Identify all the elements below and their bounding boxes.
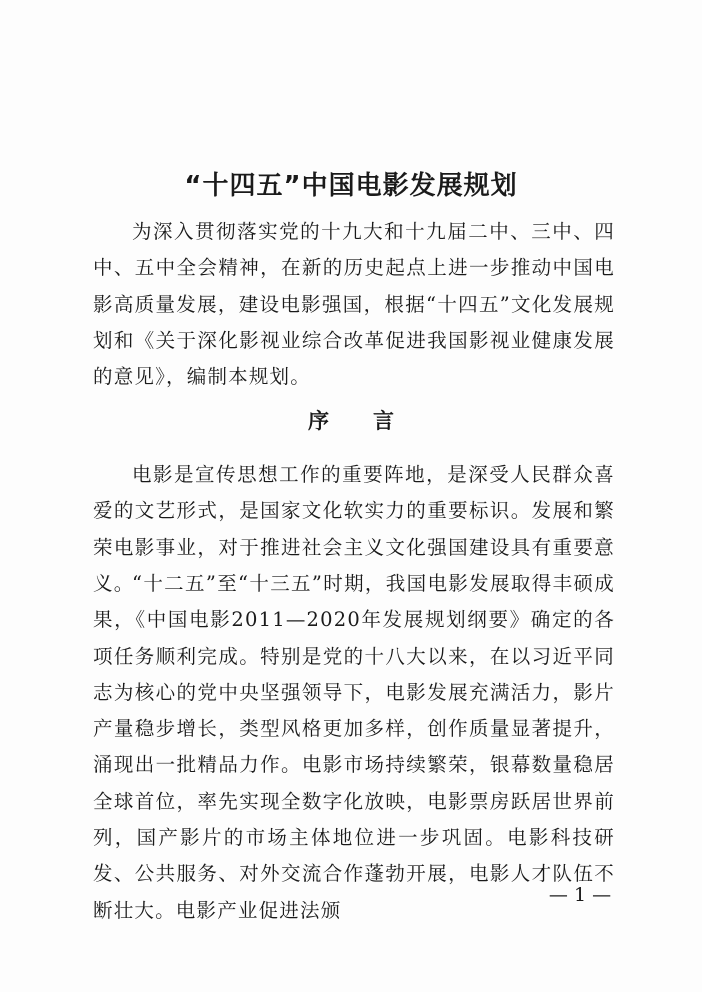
body-paragraph-2: “十二五”至“十三五”时期，我国电影发展取得丰硕成果，《中国电影2011—2020年发展规划纲要》确定的各项任务顺利完成。特别是党的十八大以来，在以习近平同志为核心的党中央坚强领导下，电影发展充满活力，影片产量稳步增长，类型风格更加多样，创作质量显著提升，涌现出一批精品力作。电影市场持续繁荣，银幕数量稳居全球首位，率先实现全数字化放映，电影票房跃居世界前列，国产影片的市场主体地位进一步巩固。电影科技研发、公共服务、对外交流合作蓬勃开展，电影人才队伍不断壮大。电影产业促进法颁	[93, 572, 615, 922]
page-number: — 1 —	[548, 884, 612, 906]
document-title: “十四五”中国电影发展规划	[184, 171, 518, 202]
body-paragraph-1: 电影是宣传思想工作的重要阵地，是深受人民群众喜爱的文艺形式，是国家文化软实力的重要标识。发展和繁荣电影事业，对于推进社会主义文化强国建设具有重要意义。	[93, 463, 615, 595]
intro-paragraph: 为深入贯彻落实党的十九大和十九届二中、三中、四中、五中全会精神，在新的历史起点上进一步推动中国电影高质量发展，建设电影强国，根据“十四五”文化发展规划和《关于深化影视业综合改革促进我国影视业健康发展的意见》，编制本规划。	[93, 220, 615, 389]
section-heading-char-1: 序	[308, 409, 329, 433]
section-heading-char-2: 言	[373, 409, 394, 433]
section-heading	[0, 405, 702, 437]
